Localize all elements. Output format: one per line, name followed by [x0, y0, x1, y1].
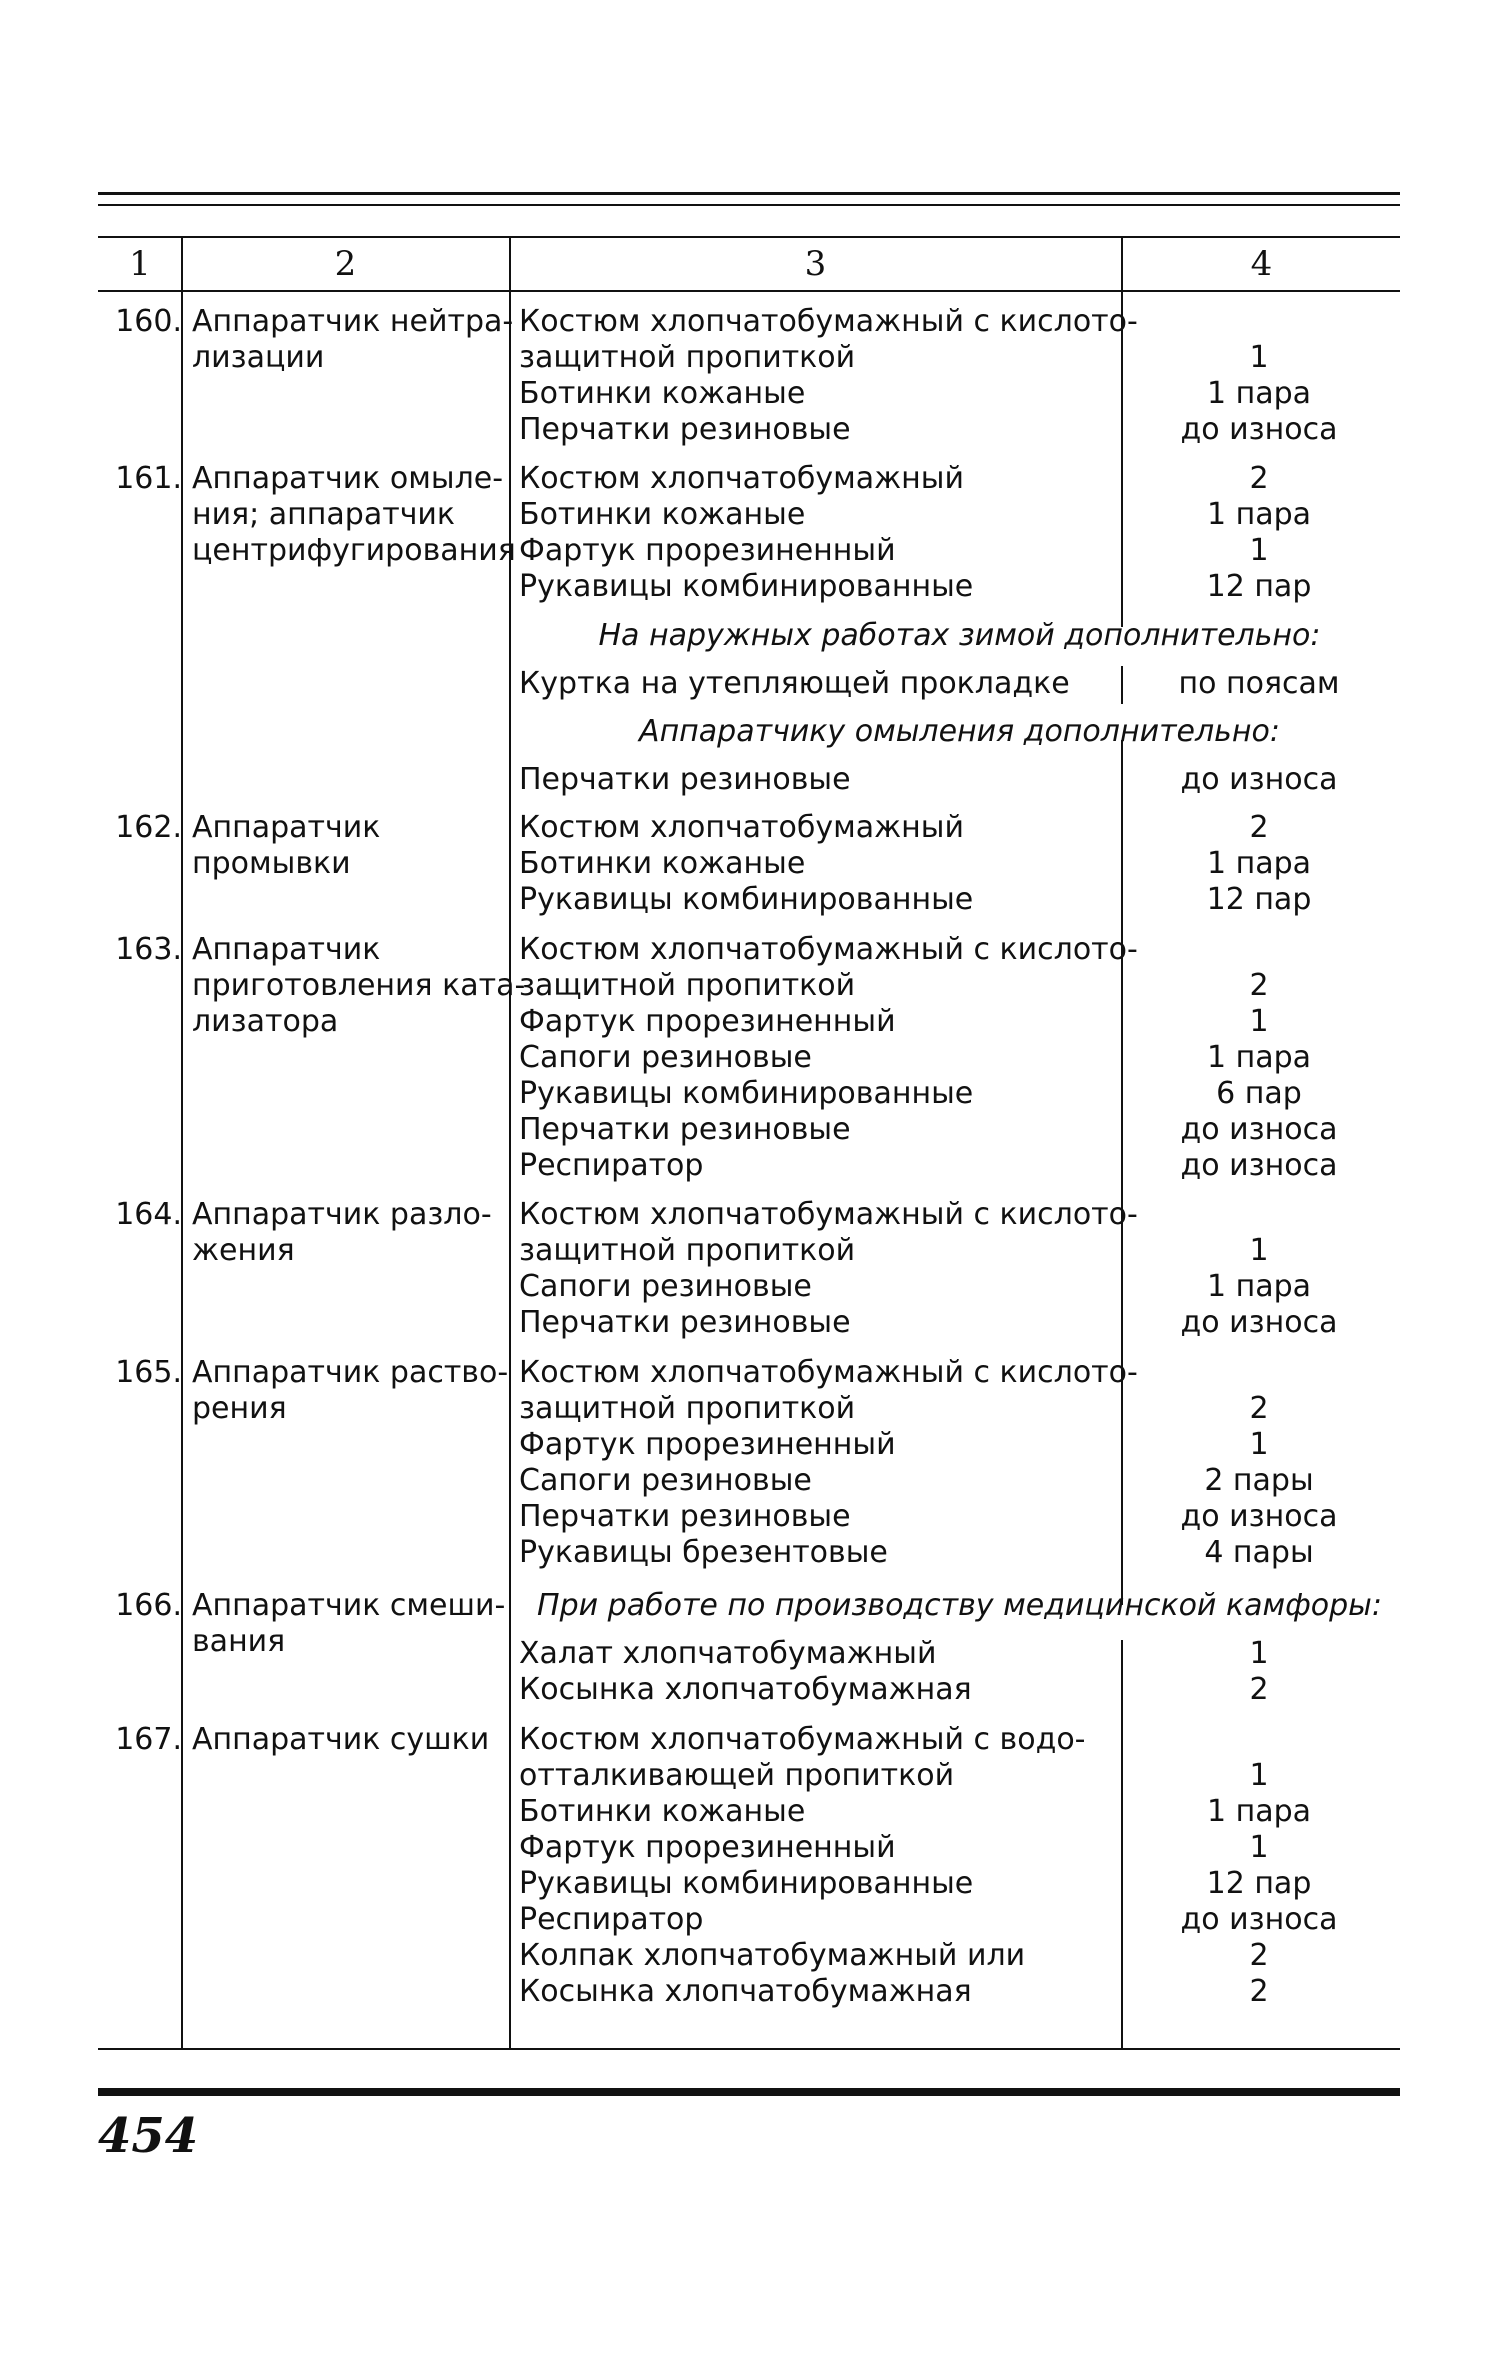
item-line: Фартук прорезиненный [519, 1427, 896, 1462]
section-note: Аппаратчику омыления дополнительно: [639, 714, 1280, 749]
job-title-line: Аппаратчик омыле- [192, 461, 504, 496]
item-line: Перчатки резиновые [519, 412, 851, 447]
item-line: Перчатки резиновые [519, 1305, 851, 1340]
item-line: защитной пропиткой [519, 1391, 856, 1426]
quantity: до износа [1180, 1305, 1338, 1340]
item-line: отталкивающей пропиткой [519, 1758, 955, 1793]
quantity: 12 пар [1206, 882, 1312, 917]
quantity: 1 пара [1206, 1794, 1312, 1829]
header-top-rule [98, 236, 1400, 238]
job-title-line: центрифугирования [192, 533, 516, 568]
quantity: 2 [1249, 968, 1269, 1003]
job-title-line: лизации [192, 340, 325, 375]
job-title-line: Аппаратчик [192, 810, 381, 845]
item-line: Рукавицы комбинированные [519, 569, 974, 604]
item-line: Костюм хлопчатобумажный [519, 810, 964, 845]
item-line: Рукавицы комбинированные [519, 1866, 974, 1901]
col-divider-3c [1121, 740, 1123, 1605]
row-number: 162. [115, 810, 182, 845]
item-line: Ботинки кожаные [519, 1794, 806, 1829]
row-number: 165. [115, 1355, 182, 1390]
col-divider-3a [1121, 237, 1123, 627]
item-line: Ботинки кожаные [519, 376, 806, 411]
column-header-1: 1 [129, 244, 151, 284]
item-line: Рукавицы брезентовые [519, 1535, 888, 1570]
quantity: 1 пара [1206, 1269, 1312, 1304]
item-line: Перчатки резиновые [519, 1499, 851, 1534]
quantity: 1 пара [1206, 846, 1312, 881]
job-title-line: Аппаратчик нейтра- [192, 304, 514, 339]
col-divider-2 [509, 237, 511, 2049]
quantity: 2 [1249, 461, 1269, 496]
footer-rule [98, 2088, 1400, 2096]
quantity: 6 пар [1216, 1076, 1302, 1111]
job-title-line: лизатора [192, 1004, 339, 1039]
row-number: 164. [115, 1197, 182, 1232]
item-line: Костюм хлопчатобумажный с кислото- [519, 1197, 1138, 1232]
column-header-4: 4 [1250, 244, 1273, 284]
top-rule-1 [98, 192, 1400, 195]
job-title-line: жения [192, 1233, 295, 1268]
quantity: до износа [1180, 1902, 1338, 1937]
item-line: Костюм хлопчатобумажный с кислото- [519, 304, 1138, 339]
quantity: 1 пара [1206, 1040, 1312, 1075]
item-line: Респиратор [519, 1148, 704, 1183]
row-number: 160. [115, 304, 182, 339]
item-line: Сапоги резиновые [519, 1463, 812, 1498]
item-line: Респиратор [519, 1902, 704, 1937]
quantity: 2 [1249, 1391, 1269, 1426]
table-bottom-rule [98, 2048, 1400, 2050]
section-note: На наружных работах зимой дополнительно: [598, 618, 1321, 653]
header-bottom-rule [98, 290, 1400, 292]
quantity: 2 [1249, 1938, 1269, 1973]
item-line: Фартук прорезиненный [519, 1830, 896, 1865]
quantity: 1 [1249, 1758, 1269, 1793]
quantity: 1 [1249, 340, 1269, 375]
item-line: защитной пропиткой [519, 1233, 856, 1268]
quantity: до износа [1180, 412, 1338, 447]
item-line: Костюм хлопчатобумажный [519, 461, 964, 496]
row-number: 163. [115, 932, 182, 967]
col-divider-3b [1121, 666, 1123, 704]
job-title-line: Аппаратчик смеши- [192, 1588, 506, 1623]
quantity: 4 пары [1204, 1535, 1314, 1570]
quantity: 1 [1249, 1830, 1269, 1865]
top-rule-2 [98, 204, 1400, 206]
job-title-line: Аппаратчик разло- [192, 1197, 492, 1232]
item-line: Куртка на утепляющей прокладке [519, 666, 1070, 701]
item-line: Фартук прорезиненный [519, 1004, 896, 1039]
quantity: 12 пар [1206, 569, 1312, 604]
job-title-line: приготовления ката- [192, 968, 526, 1003]
item-line: Костюм хлопчатобумажный с водо- [519, 1722, 1086, 1757]
item-line: Костюм хлопчатобумажный с кислото- [519, 1355, 1138, 1390]
item-line: Рукавицы комбинированные [519, 882, 974, 917]
row-number: 167. [115, 1722, 182, 1757]
quantity: по поясам [1178, 666, 1340, 701]
job-title-line: вания [192, 1624, 286, 1659]
quantity: 1 пара [1206, 376, 1312, 411]
job-title-line: Аппаратчик раство- [192, 1355, 509, 1390]
job-title-line: Аппаратчик сушки [192, 1722, 490, 1757]
page-number: 454 [98, 2108, 199, 2164]
column-header-3: 3 [804, 244, 827, 284]
quantity: 12 пар [1206, 1866, 1312, 1901]
item-line: Перчатки резиновые [519, 762, 851, 797]
job-title-line: промывки [192, 846, 351, 881]
quantity: 1 [1249, 533, 1269, 568]
quantity: 2 пары [1204, 1463, 1314, 1498]
col-divider-3d [1121, 1640, 1123, 2049]
quantity: 2 [1249, 810, 1269, 845]
item-line: Перчатки резиновые [519, 1112, 851, 1147]
quantity: 1 пара [1206, 497, 1312, 532]
row-number: 161. [115, 461, 182, 496]
item-line: Сапоги резиновые [519, 1040, 812, 1075]
item-line: Фартук прорезиненный [519, 533, 896, 568]
quantity: 2 [1249, 1672, 1269, 1707]
job-title-line: Аппаратчик [192, 932, 381, 967]
item-line: Халат хлопчатобумажный [519, 1636, 937, 1671]
quantity: 1 [1249, 1004, 1269, 1039]
quantity: 1 [1249, 1427, 1269, 1462]
item-line: защитной пропиткой [519, 340, 856, 375]
job-title-line: ния; аппаратчик [192, 497, 456, 532]
quantity: 1 [1249, 1636, 1269, 1671]
quantity: до износа [1180, 1148, 1338, 1183]
item-line: Сапоги резиновые [519, 1269, 812, 1304]
quantity: 2 [1249, 1974, 1269, 2009]
section-note: При работе по производству медицинской камфоры: [537, 1588, 1382, 1623]
column-header-2: 2 [334, 244, 357, 284]
quantity: до износа [1180, 762, 1338, 797]
row-number: 166. [115, 1588, 182, 1623]
item-line: Костюм хлопчатобумажный с кислото- [519, 932, 1138, 967]
item-line: Косынка хлопчатобумажная [519, 1974, 972, 2009]
item-line: Ботинки кожаные [519, 497, 806, 532]
item-line: Колпак хлопчатобумажный или [519, 1938, 1026, 1973]
item-line: Косынка хлопчатобумажная [519, 1672, 972, 1707]
item-line: защитной пропиткой [519, 968, 856, 1003]
quantity: до износа [1180, 1499, 1338, 1534]
quantity: 1 [1249, 1233, 1269, 1268]
item-line: Рукавицы комбинированные [519, 1076, 974, 1111]
item-line: Ботинки кожаные [519, 846, 806, 881]
quantity: до износа [1180, 1112, 1338, 1147]
job-title-line: рения [192, 1391, 287, 1426]
col-divider-1 [181, 237, 183, 2049]
